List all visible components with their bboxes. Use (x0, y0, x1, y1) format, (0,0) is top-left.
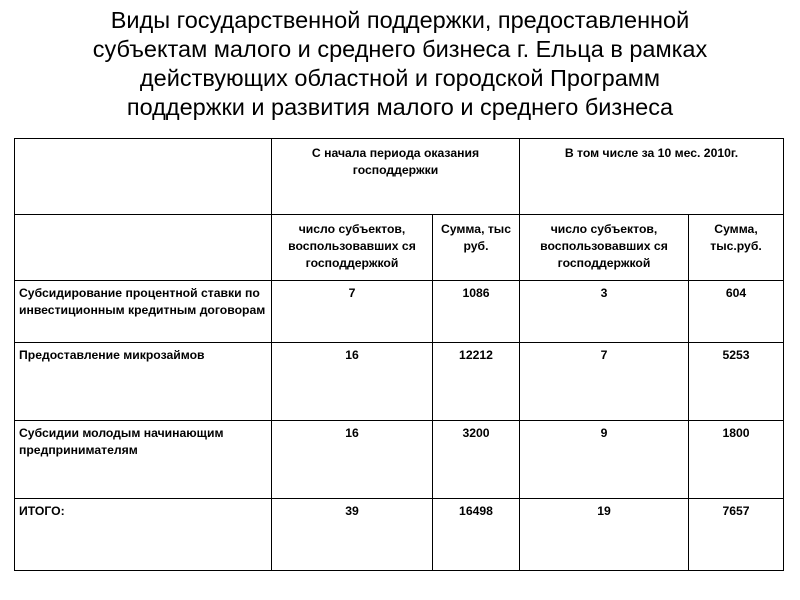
cell-count-2: 7 (520, 343, 689, 421)
cell-sum-2: 604 (689, 281, 784, 343)
subheader-corner-cell (15, 215, 272, 281)
cell-count-2: 9 (520, 421, 689, 499)
cell-sum-2: 5253 (689, 343, 784, 421)
subheader-sum-2: Сумма, тыс.руб. (689, 215, 784, 281)
cell-count-1: 16 (272, 343, 433, 421)
cell-count-2: 19 (520, 499, 689, 571)
sub-header-row (15, 215, 784, 281)
cell-sum-1: 12212 (433, 343, 520, 421)
subheader-sum-1: Сумма, тыс руб. (433, 215, 520, 281)
title-line-2: субъектам малого и среднего бизнеса г. Ельца в рамках (92, 36, 708, 62)
header-since-start: С начала периода оказания господдержки (272, 139, 520, 215)
row-label: Предоставление микрозаймов (15, 343, 272, 421)
row-label: ИТОГО: (15, 499, 272, 571)
cell-sum-2: 1800 (689, 421, 784, 499)
table-row (15, 343, 784, 421)
cell-sum-1: 1086 (433, 281, 520, 343)
header-corner-cell (15, 139, 272, 215)
row-label: Субсидирование процентной ставки по инвестиционным кредитным договорам (15, 281, 272, 343)
header-ytd-2010: В том числе за 10 мес. 2010г. (520, 139, 784, 215)
cell-count-1: 39 (272, 499, 433, 571)
cell-sum-2: 7657 (689, 499, 784, 571)
cell-count-2: 3 (520, 281, 689, 343)
table-row (15, 281, 784, 343)
cell-count-1: 7 (272, 281, 433, 343)
cell-sum-1: 16498 (433, 499, 520, 571)
total-row (15, 499, 784, 571)
row-label: Субсидии молодым начинающим предпринимателям (15, 421, 272, 499)
support-table (14, 138, 784, 571)
table-row (15, 421, 784, 499)
cell-sum-1: 3200 (433, 421, 520, 499)
slide-title (20, 6, 780, 122)
group-header-row (15, 139, 784, 215)
subheader-count-2: число субъектов, воспользовавших ся господдержкой (520, 215, 689, 281)
title-line-4: поддержки и развития малого и среднего бизнеса (126, 94, 674, 120)
title-line-3: действующих областной и городской Программ (139, 65, 661, 91)
cell-count-1: 16 (272, 421, 433, 499)
title-line-1: Виды государственной поддержки, предоставленной (110, 7, 690, 33)
subheader-count-1: число субъектов, воспользовавших ся господдержкой (272, 215, 433, 281)
